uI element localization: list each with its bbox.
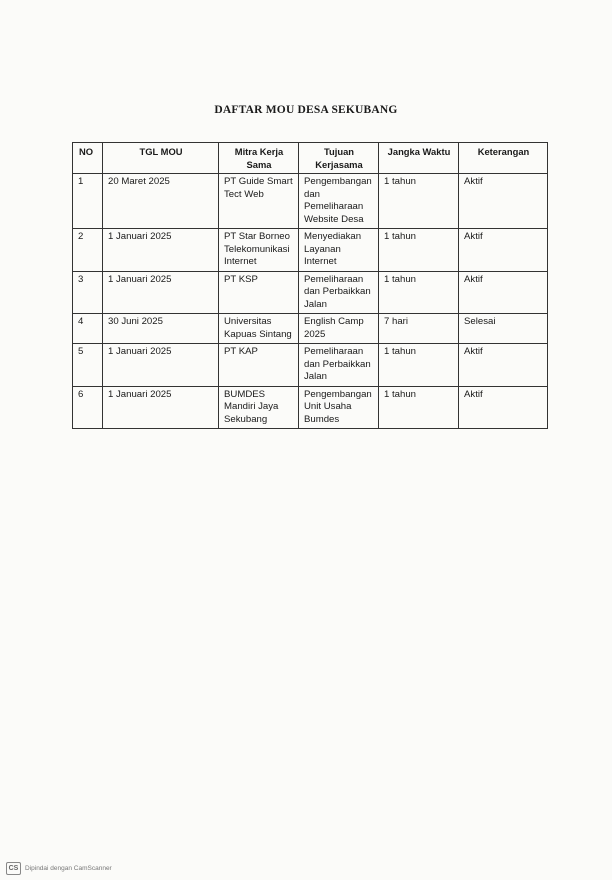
cell-mitra: Universitas Kapuas Sintang — [219, 314, 299, 344]
mou-table — [72, 142, 548, 429]
cell-no: 6 — [73, 386, 103, 429]
cell-tgl-mou: 1 Januari 2025 — [103, 344, 219, 387]
table-row — [73, 174, 548, 229]
header-no: NO — [73, 143, 103, 174]
cell-tgl-mou: 1 Januari 2025 — [103, 386, 219, 429]
document-title: DAFTAR MOU DESA SEKUBANG — [214, 104, 398, 116]
cell-jangka-waktu: 1 tahun — [379, 271, 459, 314]
cell-tujuan: Menyediakan Layanan Internet — [299, 229, 379, 272]
cell-keterangan: Aktif — [459, 386, 548, 429]
cell-tgl-mou: 30 Juni 2025 — [103, 314, 219, 344]
scanner-text: Dipindai dengan CamScanner — [25, 865, 112, 872]
table-header-row — [73, 143, 548, 174]
cell-no: 2 — [73, 229, 103, 272]
cell-jangka-waktu: 7 hari — [379, 314, 459, 344]
table-row — [73, 386, 548, 429]
cell-mitra: PT KAP — [219, 344, 299, 387]
cell-keterangan: Aktif — [459, 344, 548, 387]
table-row — [73, 271, 548, 314]
cell-no: 5 — [73, 344, 103, 387]
cell-mitra: BUMDES Mandiri Jaya Sekubang — [219, 386, 299, 429]
cell-tgl-mou: 1 Januari 2025 — [103, 271, 219, 314]
cell-mitra: PT Star Borneo Telekomunikasi Internet — [219, 229, 299, 272]
cell-no: 3 — [73, 271, 103, 314]
cell-tujuan: Pemeliharaan dan Perbaikkan Jalan — [299, 344, 379, 387]
cell-tgl-mou: 20 Maret 2025 — [103, 174, 219, 229]
cell-tujuan: Pengembangan Unit Usaha Bumdes — [299, 386, 379, 429]
header-jangka-waktu: Jangka Waktu — [379, 143, 459, 174]
cell-jangka-waktu: 1 tahun — [379, 344, 459, 387]
cell-keterangan: Selesai — [459, 314, 548, 344]
cell-mitra: PT Guide Smart Tect Web — [219, 174, 299, 229]
cell-no: 4 — [73, 314, 103, 344]
camscanner-logo-icon: CS — [6, 862, 21, 875]
cell-tgl-mou: 1 Januari 2025 — [103, 229, 219, 272]
cell-keterangan: Aktif — [459, 271, 548, 314]
header-tgl-mou: TGL MOU — [103, 143, 219, 174]
header-mitra-kerja-sama: Mitra Kerja Sama — [219, 143, 299, 174]
table-row — [73, 344, 548, 387]
cell-tujuan: Pemeliharaan dan Perbaikkan Jalan — [299, 271, 379, 314]
scanner-footer — [6, 862, 112, 875]
cell-no: 1 — [73, 174, 103, 229]
cell-tujuan: English Camp 2025 — [299, 314, 379, 344]
header-tujuan-kerjasama: Tujuan Kerjasama — [299, 143, 379, 174]
cell-tujuan: Pengembangan dan Pemeliharaan Website Desa — [299, 174, 379, 229]
cell-jangka-waktu: 1 tahun — [379, 229, 459, 272]
cell-jangka-waktu: 1 tahun — [379, 174, 459, 229]
cell-mitra: PT KSP — [219, 271, 299, 314]
cell-keterangan: Aktif — [459, 229, 548, 272]
table-row — [73, 314, 548, 344]
table-row — [73, 229, 548, 272]
cell-jangka-waktu: 1 tahun — [379, 386, 459, 429]
cell-keterangan: Aktif — [459, 174, 548, 229]
header-keterangan: Keterangan — [459, 143, 548, 174]
